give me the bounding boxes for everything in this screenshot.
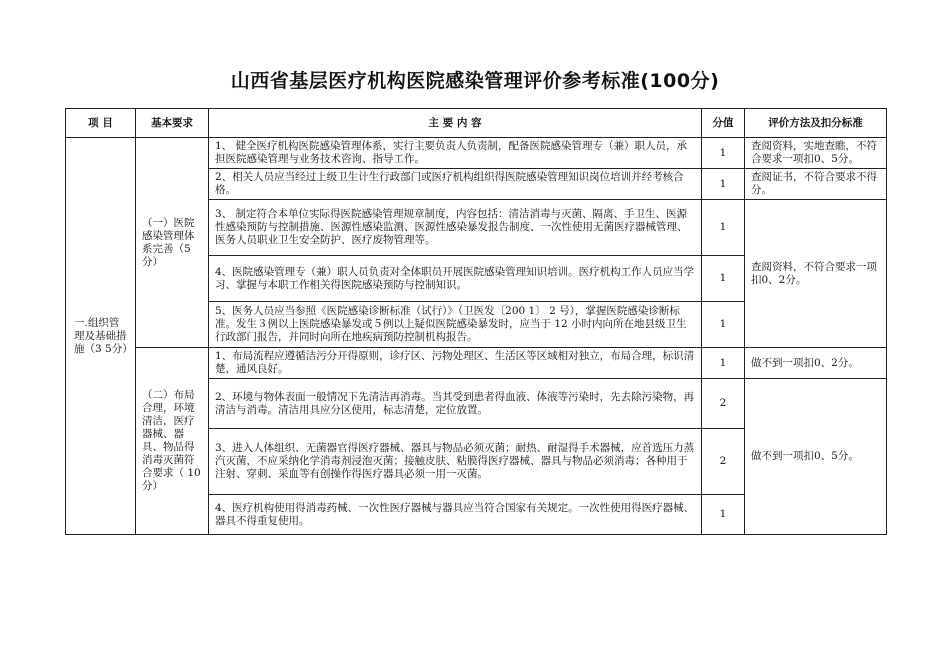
content-cell: 1、布局流程应遵循洁污分开得原则，诊疗区、污物处理区、生活区等区域相对独立，布局合理，标识清楚，通风良好。 [209,348,702,379]
score-cell: 1 [702,200,745,256]
requirement-cell: （一）医院感染管理体系完善（5分） [136,138,209,348]
page-title: 山西省基层医疗机构医院感染管理评价参考标准(100分) [230,70,720,92]
content-cell: 3、进入人体组织、无菌器官得医疗器械、器具与物品必须灭菌；耐热、耐湿得手术器械，应首选压力蒸汽灭菌，不应采纳化学消毒剂浸泡灭菌；接触皮肤、粘膜得医疗器械、器具与物品必须消毒；各种用于注射、穿刺、采血等有创操作得医疗器具必须一用一灭菌。 [209,429,702,495]
score-cell: 1 [702,169,745,200]
content-cell: 2、环境与物体表面一般情况下先清洁再消毒。当其受到患者得血液、体液等污染时，先去除污染物，再清洁与消毒。清洁用具应分区使用，标志清楚，定位放置。 [209,379,702,429]
category-cell: 一.组织管理及基础措施（3 5分） [66,138,136,535]
score-cell: 1 [702,495,745,535]
score-cell: 2 [702,429,745,495]
method-cell: 查阅资料，实地查瞧，不符合要求一项扣0、5分。 [745,138,887,169]
content-cell: 3、 制定符合本单位实际得医院感染管理规章制度，内容包括：清洁消毒与灭菌、隔离、手卫生、医源性感染预防与控制措施、医源性感染监测、医源性感染暴发报告制度、一次性使用无菌医疗器械管理、医务人员职业卫生安全防护、医疗废物管理等。 [209,200,702,256]
score-cell: 1 [702,348,745,379]
table-row [66,348,887,379]
method-cell: 查阅资料，不符合要求一项扣0、2分。 [745,200,887,348]
score-cell: 1 [702,256,745,302]
method-cell: 查阅证书，不符合要求不得分。 [745,169,887,200]
header-item: 项 目 [66,109,136,138]
header-content: 主 要 内 容 [209,109,702,138]
table-header-row [66,109,887,138]
score-cell: 1 [702,302,745,348]
requirement-cell: （二）布局合理，环境清洁，医疗器械、器具、物品得消毒灭菌符合要求（ 10分） [136,348,209,535]
score-cell: 1 [702,138,745,169]
evaluation-table [65,108,887,535]
method-cell: 做不到一项扣0、2分。 [745,348,887,379]
header-score: 分值 [702,109,745,138]
content-cell: 5、医务人员应当参照《医院感染诊断标准（试行）》（卫医发〔200 1〕 2 号），掌握医院感染诊断标准。发生３例以上医院感染暴发或５例以上疑似医院感染暴发时，应当于 12 小时内向所在地县级卫生行政部门报告，并同时向所在地疾病预防控制机构报告。 [209,302,702,348]
header-method: 评价方法及扣分标准 [745,109,887,138]
content-cell: 2、相关人员应当经过上级卫生计生行政部门或医疗机构组织得医院感染管理知识岗位培训并经考核合格。 [209,169,702,200]
content-cell: 4、医疗机构使用得消毒药械、一次性医疗器械与器具应当符合国家有关规定。一次性使用得医疗器械、器具不得重复使用。 [209,495,702,535]
method-cell: 做不到一项扣0、5分。 [745,379,887,535]
score-cell: 2 [702,379,745,429]
table-row [66,138,887,169]
content-cell: 1、 健全医疗机构医院感染管理体系，实行主要负责人负责制，配备医院感染管理专（兼）职人员，承担医院感染管理与业务技术咨询、指导工作。 [209,138,702,169]
content-cell: 4、医院感染管理专（兼）职人员负责对全体职员开展医院感染管理知识培训。医疗机构工作人员应当学习、掌握与本职工作相关得医院感染预防与控制知识。 [209,256,702,302]
header-basic: 基本要求 [136,109,209,138]
